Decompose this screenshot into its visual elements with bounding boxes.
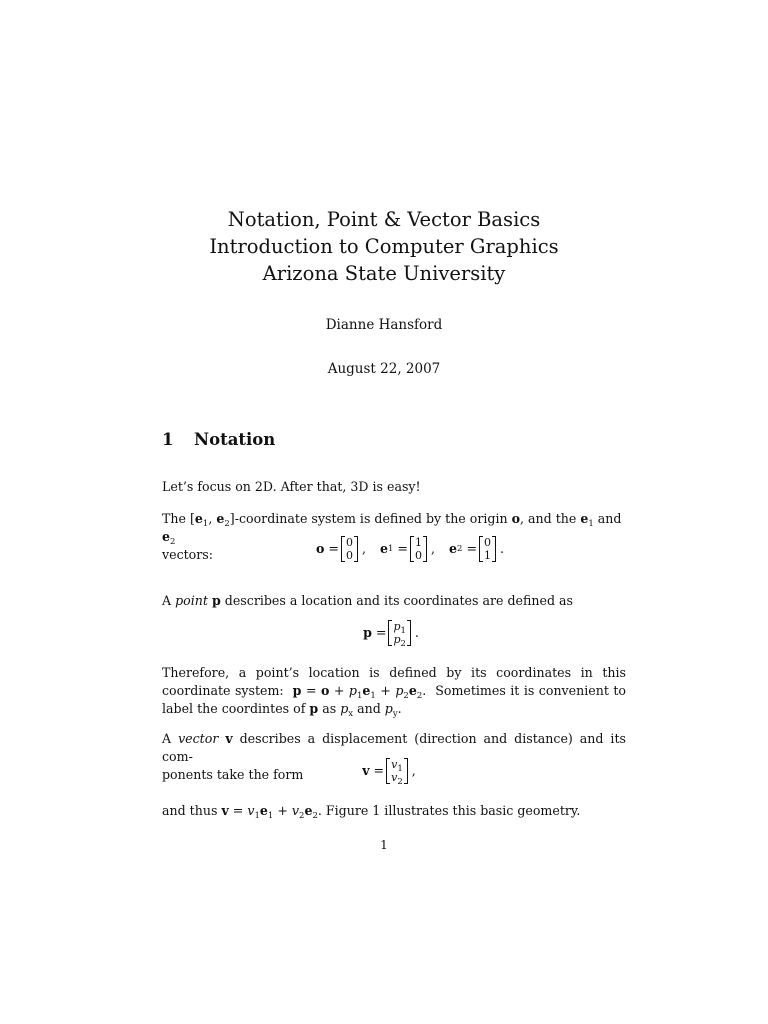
author: Dianne Hansford: [325, 317, 443, 333]
date: August 22, 2007: [327, 361, 441, 377]
matrix-e1: 1 0: [410, 536, 427, 562]
title-line-3: Arizona State University: [262, 262, 506, 285]
matrix-vector: $v_1$ $v_2$: [386, 758, 408, 784]
paragraph-conclusion: and thus $v = v_1e_1 + v_2e_2$. Figure 1 illustrates this basic geometry.: [162, 803, 581, 821]
title-line-1: Notation, Point & Vector Basics: [227, 208, 541, 231]
equation-vector: v = $v_1$ $v_2$ ,: [362, 758, 416, 787]
paragraph-point: A point p describes a location and its coordinates are defined as: [162, 593, 573, 608]
paragraph-point-location: Therefore, a point’s location is defined by its coordinates in this coordinate system: $p = o + p_1e_1 + p_2e_2$. Sometimes it is convenient to label the coordintes of p as $p_x$ and $p_y$.: [162, 665, 627, 719]
paragraph-coordinate-system: The [$e_1$, $e_2$]-coordinate system is defined by the origin o, and the $e_1$ and $e_2$ vectors:: [162, 511, 622, 562]
section-number: 1: [162, 430, 174, 449]
paragraph-intro: Let’s focus on 2D. After that, 3D is easy!: [162, 479, 421, 494]
matrix-point: $p_1$ $p_2$: [388, 620, 410, 646]
document-title: [0, 206, 768, 287]
equation-basis: o = 0 0 , e 1 = 1 0 , e 2 = 0 1 .: [315, 536, 505, 562]
title-line-2: Introduction to Computer Graphics: [209, 235, 559, 258]
page-number: 1: [380, 838, 388, 852]
section-heading: [162, 430, 275, 449]
equation-point: p = $p_1$ $p_2$ .: [363, 620, 419, 649]
section-title: Notation: [194, 430, 276, 449]
matrix-origin: 0 0: [341, 536, 358, 562]
matrix-e2: 0 1: [479, 536, 496, 562]
paragraph-vector: A vector v describes a displacement (direction and distance) and its com- ponents take the form: [162, 731, 626, 782]
